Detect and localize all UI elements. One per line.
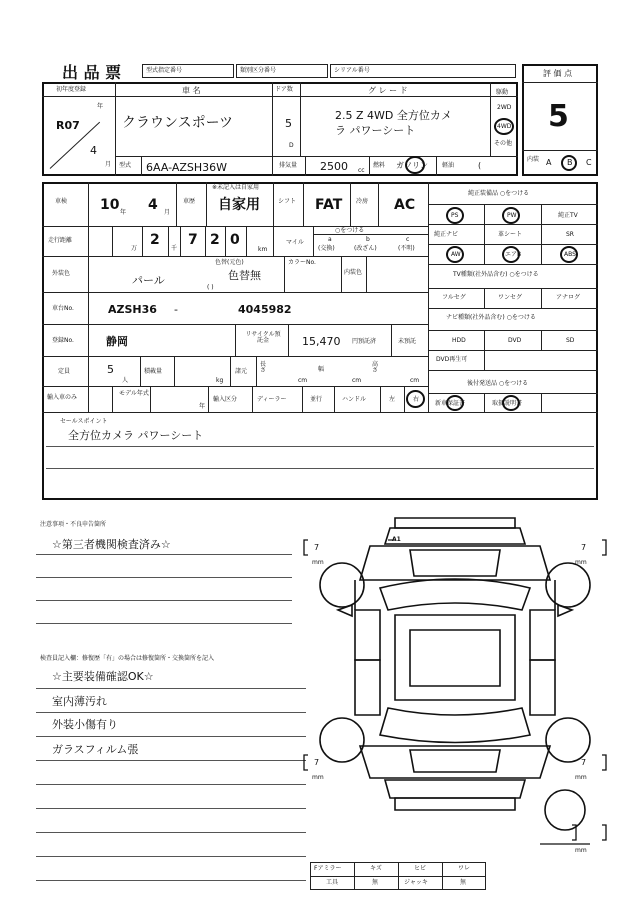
footer-jack: ジャッキ [404, 879, 428, 886]
drive-other: その他 [494, 140, 513, 147]
inspection-year-unit: 年 [120, 209, 127, 216]
chassis-number: 4045982 [238, 303, 292, 316]
inspector-item-1: ☆主要装備確認OK☆ [52, 670, 154, 683]
repaint-paren: ( ) [207, 284, 214, 291]
option-pw: PW [507, 212, 517, 219]
footer-crack: ヒビ [414, 865, 427, 872]
option-sr: SR [566, 231, 574, 238]
type-code-label: 型式指定番号 [146, 67, 183, 74]
score-label: 評 価 点 [543, 69, 573, 78]
mile-label: マイル [286, 239, 304, 246]
option-tv: 純正TV [558, 212, 578, 219]
exterior-label: 外装色 [52, 270, 71, 277]
capacity-unit: 人 [122, 377, 129, 384]
dvd-playback: DVD再生可 [436, 356, 468, 363]
load-label: 積載量 [144, 368, 163, 375]
manual-circle [502, 395, 520, 411]
option-navi: 純正ナビ [434, 231, 459, 238]
engine-unit: cc [358, 167, 365, 174]
capacity-label: 定員 [58, 368, 71, 375]
footer-scratch: キズ [370, 865, 382, 872]
tread-front-left-unit: mm [312, 559, 324, 566]
recycle-value: 15,470 [302, 335, 341, 348]
option-leather: 革シート [498, 231, 523, 238]
footer-mirror: Fアミラー [314, 865, 342, 872]
fuel-value: ガソリン [396, 161, 428, 170]
interior-opt-c: C [586, 158, 592, 167]
page-title: 出 品 票 [62, 63, 122, 82]
mileage-opt-b-label: (改ざん) [354, 245, 377, 252]
import-label: 輸入車のみ [47, 394, 78, 401]
tv-title: TV種類(社外品含む) ○をつける [453, 271, 539, 278]
option-abs-circle [560, 246, 578, 263]
drive-4wd: 4WD [497, 123, 512, 130]
option-airbag: エアB [505, 251, 522, 258]
interior-color-label: 内装色 [344, 269, 363, 276]
height-label: 高さ [372, 361, 379, 374]
navi-title: ナビ種類(社外品含む) ○をつける [446, 314, 536, 321]
mileage-opt-a-label: (交換) [318, 245, 335, 252]
doors-value: 5 [285, 117, 292, 130]
handle-right: 右 [413, 396, 420, 403]
usage-value: 自家用 [218, 197, 260, 213]
ac-label: 冷房 [356, 198, 369, 205]
inspection-month-unit: 月 [164, 209, 171, 216]
inspection-label: 車検 [55, 198, 68, 205]
registration-no-label: 登録No. [52, 337, 74, 344]
mileage-digit-2: 7 [188, 232, 198, 248]
tread-front-right: 7 [581, 543, 587, 552]
option-pw-circle [502, 207, 520, 224]
tread-rear-left-unit: mm [312, 774, 324, 781]
mileage-label: 走行距離 [48, 237, 73, 244]
fuel-paren: ( [478, 161, 482, 170]
width-cm: cm [352, 377, 362, 384]
navi-hdd: HDD [452, 337, 466, 344]
usage-note: ※未記入は自家用 [212, 184, 260, 191]
sales-point-text: 全方位カメラ パワーシート [68, 429, 204, 442]
option-aw: AW [451, 251, 461, 258]
interior-opt-b: B [567, 158, 573, 167]
inspector-item-4: ガラスフィルム張 [52, 743, 139, 756]
repaint-value: 色替無 [228, 269, 261, 282]
grade-label: グ レ ー ド [368, 86, 408, 95]
fuel-circle-mark [405, 156, 425, 174]
car-name-label: 車 名 [182, 86, 201, 95]
tread-front-left: 7 [314, 543, 320, 552]
mileage-opt-c-label: (不明) [398, 245, 415, 252]
engine-label: 排気量 [279, 162, 298, 169]
category-label: 類別区分番号 [240, 67, 277, 74]
grade-line1: 2.5 Z 4WD 全方位カメ [335, 109, 452, 122]
tread-rear-right-unit: mm [575, 774, 587, 781]
registration-month: 4 [90, 144, 97, 157]
footer-jack-value: 無 [460, 879, 467, 886]
aftermarket-warranty: 新車保証書 [435, 400, 466, 407]
color-no-label: カラーNo. [288, 259, 316, 266]
sales-point-label: セールスポイント [60, 418, 108, 425]
shift-label: シフト [278, 198, 297, 205]
length-cm: cm [298, 377, 308, 384]
registration-no-value: 静岡 [106, 335, 128, 348]
score-value: 5 [548, 99, 569, 134]
aftermarket-manual: 取扱説明書 [492, 400, 523, 407]
notes-line1: ☆第三者機関検査済み☆ [52, 538, 171, 551]
inspector-label: 検査員記入欄：修復歴「有」の場合は修復箇所・交換箇所を記入 [40, 655, 215, 662]
recycle-unit: 円預託済 [352, 338, 377, 345]
option-airbag-circle [502, 246, 520, 263]
tv-fullseg: フルセグ [442, 294, 466, 301]
inspection-month: 4 [148, 197, 158, 213]
doors-label: ドア数 [275, 86, 293, 93]
options-title: 純正装備品 ○をつける [468, 190, 530, 197]
drive-label: 駆動 [496, 89, 509, 96]
mileage-sen-unit: 千 [171, 245, 178, 252]
model-code: 6AA-AZSH36W [146, 161, 228, 174]
tv-oneseg: ワンセグ [498, 294, 523, 301]
chassis-label: 車台No. [52, 305, 74, 312]
repaint-label: 色替(元色) [215, 259, 244, 266]
model-year-unit: 年 [199, 403, 206, 410]
mileage-opt-b: b [366, 236, 370, 243]
tread-rear-left: 7 [314, 758, 320, 767]
registration-year-unit: 年 [97, 103, 104, 110]
inspection-year: 10 [100, 197, 120, 213]
tread-front-right-unit: mm [575, 559, 587, 566]
aftermarket-title: 後付発送品 ○をつける [467, 380, 529, 387]
mileage-opt-c: c [406, 236, 410, 243]
mileage-opt-a: a [328, 236, 332, 243]
width-label: 幅 [318, 366, 325, 373]
navi-sd: SD [566, 337, 575, 344]
capacity-value: 5 [107, 363, 114, 376]
mileage-man-unit: 万 [131, 245, 138, 252]
recycle-label: リサイクル預託金 [245, 331, 281, 344]
interior-circle-mark [561, 155, 577, 171]
inspector-item-2: 室内薄汚れ [52, 695, 107, 708]
car-name: クラウンスポーツ [122, 115, 234, 131]
serial-label: シリアル番号 [334, 67, 370, 74]
option-ps-circle [446, 207, 464, 224]
doors-suffix: D [289, 142, 294, 149]
handle-label: ハンドル [342, 396, 367, 403]
mileage-km: km [258, 246, 268, 253]
import-dealer: ディーラー [257, 396, 287, 403]
grade-line2: ラ パワーシート [335, 124, 416, 137]
tv-analog: アナログ [556, 294, 581, 301]
length-label: 長さ [260, 361, 267, 374]
mileage-digit-4: 0 [230, 232, 240, 248]
drive-2wd: 2WD [497, 104, 512, 111]
notes-label: 注意事項・不良申告箇所 [40, 521, 107, 528]
fuel-label: 燃料 [373, 162, 386, 169]
spare-tire-unit: mm [575, 847, 587, 854]
model-year-label: モデル年式 [119, 390, 149, 397]
footer-break: ワレ [458, 865, 471, 872]
warranty-circle [446, 395, 464, 411]
navi-dvd: DVD [508, 337, 522, 344]
option-ps: PS [451, 212, 459, 219]
interior-opt-a: A [546, 158, 552, 167]
import-type-label: 輸入区分 [213, 396, 238, 403]
tread-rear-right: 7 [581, 758, 587, 767]
mileage-digit-3: 2 [210, 232, 220, 248]
mileage-circle-note: ○をつける [335, 227, 365, 234]
engine-value: 2500 [320, 160, 348, 173]
handle-left: 左 [389, 396, 396, 403]
footer-tools: 工具 [326, 879, 339, 886]
mileage-digit-1: 2 [150, 232, 160, 248]
car-damage-diagram [300, 510, 610, 870]
chassis-prefix: AZSH36 [108, 303, 157, 316]
interior-label: 内装 [527, 156, 540, 163]
exterior-value: パール [132, 274, 165, 287]
handle-circle-mark [406, 390, 425, 408]
chassis-dash: - [174, 303, 178, 316]
import-parallel: 並行 [310, 396, 323, 403]
registration-month-unit: 月 [105, 161, 112, 168]
shift-value: FAT [315, 197, 343, 213]
inspector-item-3: 外装小傷有り [52, 718, 118, 731]
registration-era: R07 [56, 119, 80, 132]
usage-label: 車歴 [183, 198, 196, 205]
height-cm: cm [410, 377, 420, 384]
registration-label: 初年度登録 [56, 86, 87, 93]
damage-code-a1: A1 [392, 536, 401, 543]
drive-circle-mark [494, 118, 514, 135]
dims-label: 諸元 [235, 368, 248, 375]
option-aw-circle [446, 246, 464, 263]
ac-value: AC [394, 197, 416, 213]
diesel-label: 軽油 [442, 162, 455, 169]
option-abs: ABS [564, 251, 576, 258]
footer-tools-value: 無 [372, 879, 379, 886]
load-unit: kg [216, 377, 224, 384]
model-label: 型式 [119, 162, 132, 169]
recycle-unpaid: 未預託 [398, 338, 417, 345]
